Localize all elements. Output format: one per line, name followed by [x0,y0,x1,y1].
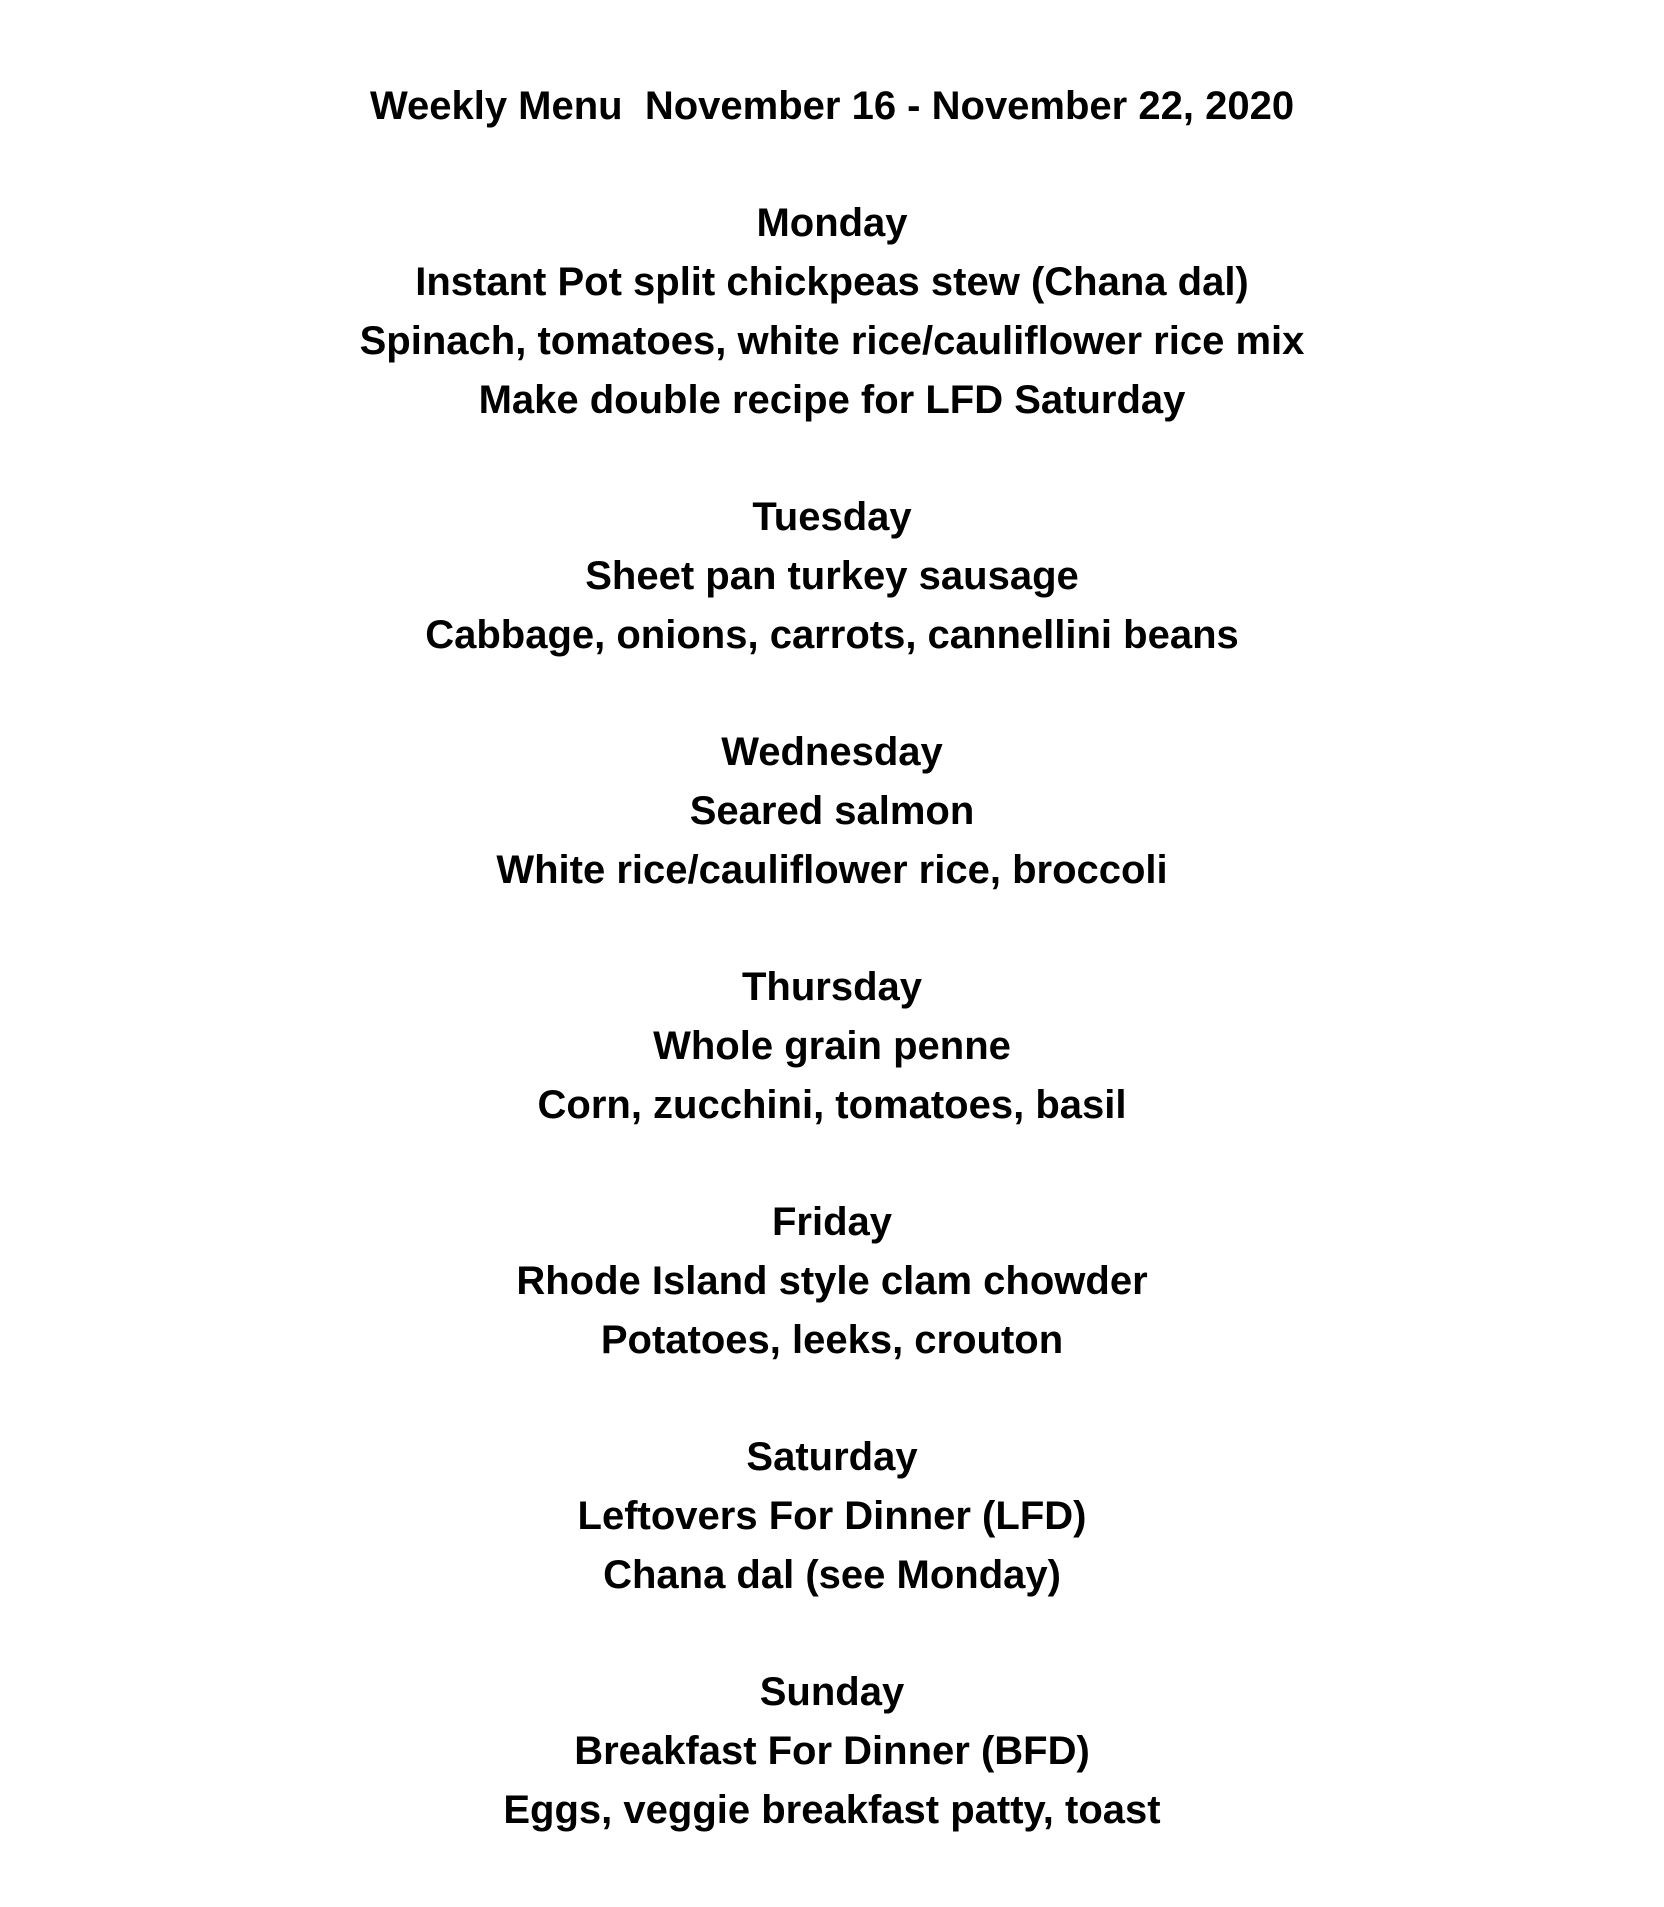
menu-line: White rice/cauliflower rice, broccoli [496,848,1168,892]
menu-line: Make double recipe for LFD Saturday [478,378,1186,422]
day-heading-tuesday: Tuesday [752,495,912,539]
menu-line: Leftovers For Dinner (LFD) [577,1494,1087,1538]
menu-line: Eggs, veggie breakfast patty, toast [503,1788,1161,1832]
menu-line: Instant Pot split chickpeas stew (Chana dal) [415,260,1249,304]
day-heading-thursday: Thursday [741,965,923,1009]
day-heading-friday: Friday [771,1200,893,1244]
menu-line: Seared salmon [689,789,975,833]
menu-line: Spinach, tomatoes, white rice/cauliflower rice mix [359,319,1305,363]
day-heading-monday: Monday [756,201,908,245]
menu-line: Corn, zucchini, tomatoes, basil [537,1083,1127,1127]
menu-line: Rhode Island style clam chowder [516,1259,1148,1303]
day-heading-wednesday: Wednesday [721,730,943,774]
menu-line: Sheet pan turkey sausage [585,554,1079,598]
day-heading-saturday: Saturday [746,1435,918,1479]
menu-line: Cabbage, onions, carrots, cannellini beans [425,613,1239,657]
menu-line: Potatoes, leeks, crouton [600,1318,1064,1362]
page-title: Weekly Menu November 16 - November 22, 2020 [369,84,1295,128]
day-heading-sunday: Sunday [759,1670,905,1714]
menu-line: Breakfast For Dinner (BFD) [574,1729,1090,1773]
menu-line: Whole grain penne [653,1024,1011,1068]
menu-line: Chana dal (see Monday) [603,1553,1061,1597]
